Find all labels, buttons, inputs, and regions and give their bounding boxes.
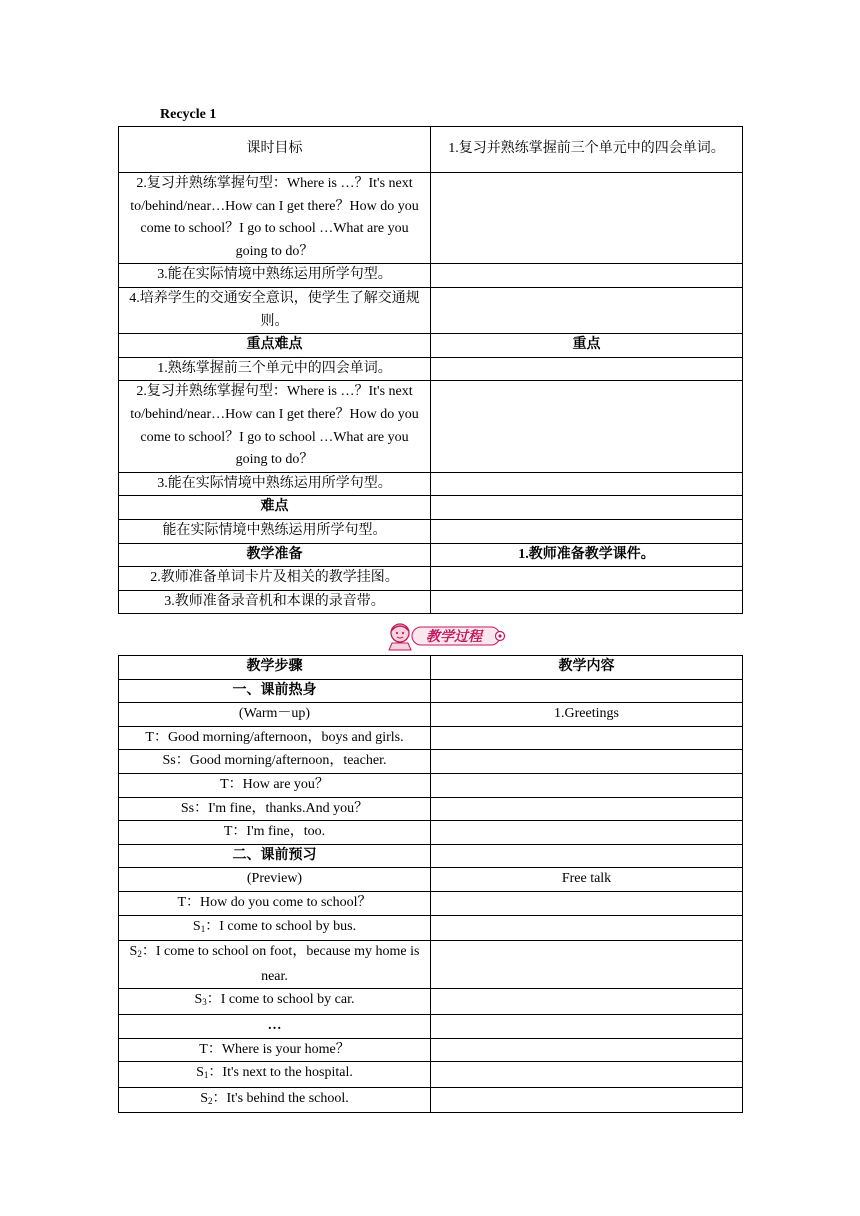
- teaching-process-banner: [382, 619, 508, 651]
- speaker-label: S: [196, 1065, 204, 1081]
- left-cell: Ss：I'm fine，thanks.And you？: [119, 797, 431, 821]
- process-row: [119, 773, 743, 797]
- process-row: [119, 941, 743, 989]
- right-cell: [431, 357, 743, 381]
- left-cell: 2.教师准备单词卡片及相关的教学挂图。: [119, 567, 431, 591]
- process-row: [119, 868, 743, 892]
- objective-row: [119, 357, 743, 381]
- objective-row: [119, 127, 743, 173]
- process-row: [119, 1087, 743, 1113]
- speaker-label: S: [200, 1090, 208, 1106]
- left-cell: 3.能在实际情境中熟练运用所学句型。: [119, 472, 431, 496]
- right-cell: 1.教师准备教学课件。: [431, 543, 743, 567]
- left-cell: 一、课前热身: [119, 679, 431, 703]
- process-row: [119, 726, 743, 750]
- right-cell: 1.Greetings: [431, 703, 743, 727]
- left-cell: T：Where is your home？: [119, 1038, 431, 1062]
- left-cell: 3.教师准备录音机和本课的录音带。: [119, 590, 431, 614]
- left-cell: 3.能在实际情境中熟练运用所学句型。: [119, 264, 431, 288]
- objective-row: [119, 590, 743, 614]
- process-table: [118, 655, 743, 1113]
- left-cell: [119, 941, 431, 989]
- right-cell: [431, 750, 743, 774]
- right-cell: [431, 496, 743, 520]
- process-row: [119, 989, 743, 1015]
- right-cell: [431, 891, 743, 915]
- process-row: [119, 1062, 743, 1088]
- objective-row: [119, 264, 743, 288]
- process-row: [119, 1014, 743, 1038]
- left-cell: 教学步骤: [119, 656, 431, 680]
- right-cell: [431, 1014, 743, 1038]
- process-row: [119, 891, 743, 915]
- process-row: [119, 1038, 743, 1062]
- right-cell: [431, 264, 743, 288]
- cell-text: ：I come to school by bus.: [205, 918, 357, 934]
- objective-row: [119, 287, 743, 333]
- speaker-label: S: [129, 944, 138, 960]
- right-cell: [431, 915, 743, 941]
- page-title: Recycle 1: [160, 107, 217, 122]
- process-row: [119, 679, 743, 703]
- cartoon-girl-icon: [389, 624, 411, 650]
- left-cell: [119, 1062, 431, 1088]
- speaker-subscript: 2: [137, 949, 142, 960]
- right-cell: [431, 679, 743, 703]
- left-cell: [119, 989, 431, 1015]
- left-cell: T：Good morning/afternoon，boys and girls.: [119, 726, 431, 750]
- cell-text: ：I come to school by car.: [206, 992, 355, 1008]
- right-cell: [431, 726, 743, 750]
- left-cell: (Preview): [119, 868, 431, 892]
- left-cell: [119, 1087, 431, 1113]
- left-cell: Ss：Good morning/afternoon，teacher.: [119, 750, 431, 774]
- speaker-subscript: 3: [202, 997, 207, 1008]
- left-cell: …: [119, 1014, 431, 1038]
- process-row: [119, 656, 743, 680]
- right-cell: [431, 844, 743, 868]
- left-cell: 难点: [119, 496, 431, 520]
- right-cell: 重点: [431, 334, 743, 358]
- left-cell: 4.培养学生的交通安全意识，使学生了解交通规则。: [119, 287, 431, 333]
- objective-row: [119, 543, 743, 567]
- speaker-label: S: [194, 992, 203, 1008]
- cell-text: ：It's behind the school.: [212, 1090, 349, 1106]
- left-cell: 能在实际情境中熟练运用所学句型。: [119, 519, 431, 543]
- objective-row: [119, 472, 743, 496]
- objective-row: [119, 173, 743, 264]
- left-cell: 1.熟练掌握前三个单元中的四会单词。: [119, 357, 431, 381]
- right-cell: [431, 941, 743, 989]
- process-row: [119, 821, 743, 845]
- objective-row: [119, 496, 743, 520]
- objectives-table: [118, 126, 743, 614]
- objective-row: [119, 567, 743, 591]
- right-cell: [431, 519, 743, 543]
- speaker-subscript: 2: [208, 1095, 213, 1106]
- right-cell: [431, 287, 743, 333]
- left-cell: 2.复习并熟练掌握句型：Where is …？It's next to/behind/near…How can I get there？How do you come to school？I go to school …What are you going to do？: [119, 173, 431, 264]
- process-row: [119, 703, 743, 727]
- right-cell: [431, 381, 743, 472]
- speaker-subscript: 1: [203, 1070, 209, 1081]
- right-cell: [431, 773, 743, 797]
- left-cell: 课时目标: [119, 127, 431, 173]
- left-cell: 二、课前预习: [119, 844, 431, 868]
- objective-row: [119, 381, 743, 472]
- right-cell: [431, 797, 743, 821]
- right-cell: [431, 173, 743, 264]
- speaker-subscript: 1: [200, 923, 206, 934]
- right-cell: [431, 1087, 743, 1113]
- right-cell: [431, 989, 743, 1015]
- left-cell: 教学准备: [119, 543, 431, 567]
- left-cell: (Warm－up): [119, 703, 431, 727]
- right-cell: 教学内容: [431, 656, 743, 680]
- left-cell: T：How do you come to school？: [119, 891, 431, 915]
- objective-row: [119, 334, 743, 358]
- right-cell: [431, 1038, 743, 1062]
- process-row: [119, 797, 743, 821]
- right-cell: [431, 472, 743, 496]
- left-cell: [119, 915, 431, 941]
- right-cell: [431, 590, 743, 614]
- right-cell: [431, 567, 743, 591]
- process-row: [119, 844, 743, 868]
- cell-text: ：It's next to the hospital.: [208, 1065, 353, 1081]
- banner-text: 教学过程: [426, 629, 482, 645]
- speaker-label: S: [192, 918, 201, 934]
- left-cell: T：I'm fine，too.: [119, 821, 431, 845]
- objective-row: [119, 519, 743, 543]
- left-cell: 2.复习并熟练掌握句型：Where is …？It's next to/behind/near…How can I get there？How do you come to school？I go to school …What are you going to do？: [119, 381, 431, 472]
- left-cell: T：How are you？: [119, 773, 431, 797]
- right-cell: [431, 1062, 743, 1088]
- cell-text: ：I come to school on foot，because my home is near.: [141, 944, 420, 984]
- process-row: [119, 750, 743, 774]
- right-cell: [431, 821, 743, 845]
- left-cell: 重点难点: [119, 334, 431, 358]
- right-cell: 1.复习并熟练掌握前三个单元中的四会单词。: [431, 127, 743, 173]
- right-cell: Free talk: [431, 868, 743, 892]
- process-row: [119, 915, 743, 941]
